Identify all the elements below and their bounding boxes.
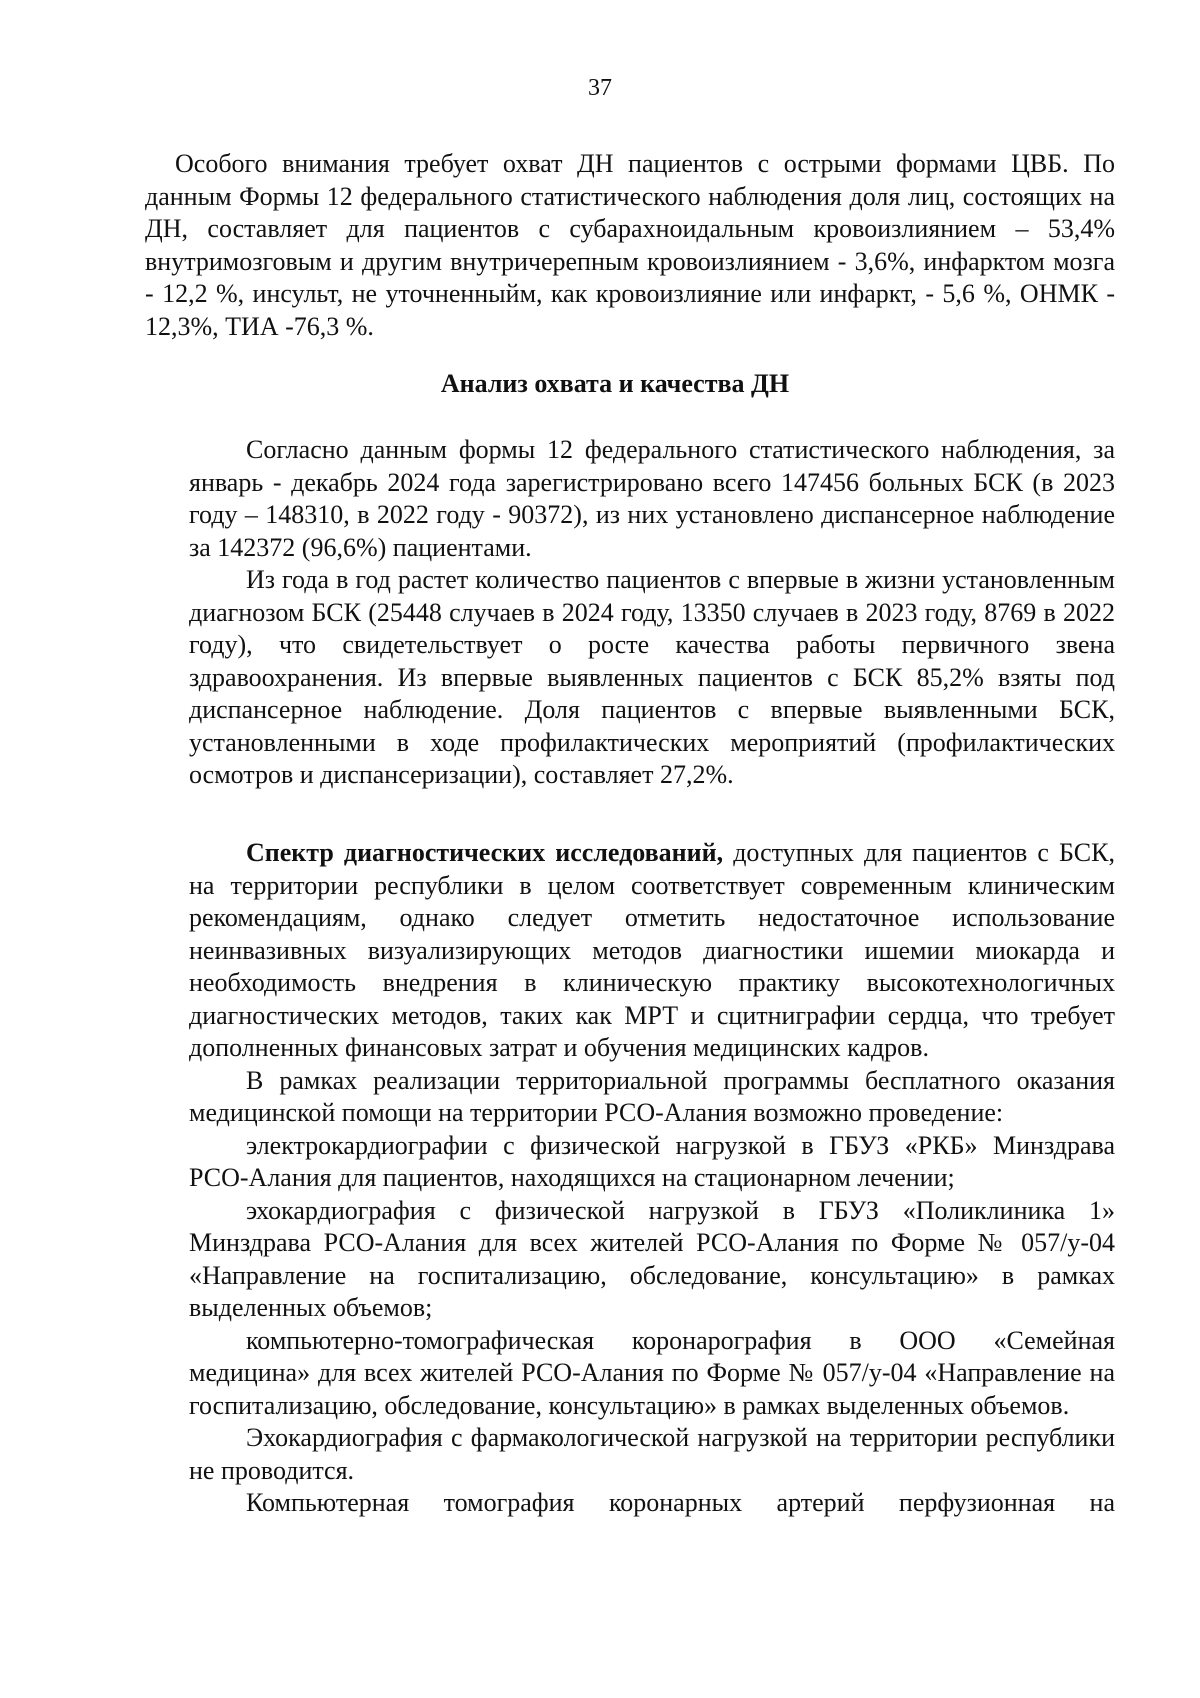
intro-paragraph	[145, 148, 1115, 343]
section-heading: Анализ охвата и качества ДН	[440, 369, 790, 398]
paragraph: Компьютерная томография коронарных артерий перфузионная на	[246, 1488, 1115, 1517]
list-item: компьютерно-томографическая коронарография в ООО «Семейная медицина» для всех жителей РСО-Алания по Форме № 057/у-04 «Направление на госпитализацию, обследование, консультацию» в рамках выделенных объемов.	[189, 1325, 1115, 1420]
paragraph: В рамках реализации территориальной программы бесплатного оказания медицинской помощи на территории РСО-Алания возможно проведение:	[189, 1065, 1115, 1127]
list-item: электрокардиографии с физической нагрузкой в ГБУЗ «РКБ» Минздрава РСО-Алания для пациентов, находящихся на стационарном лечении;	[189, 1130, 1115, 1192]
paragraph	[189, 837, 1115, 1065]
paragraph: Согласно данным формы 12 федерального статистического наблюдения, за январь - декабрь 2024 года зарегистрировано всего 147456 больных БСК (в 2023 году – 148310, в 2022 году - 90372), из них установлено диспансерное наблюдение за 142372 (96,6%) пациентами.	[189, 435, 1115, 562]
coverage-section	[189, 434, 1115, 792]
paragraph: Эхокардиография с фармакологической нагрузкой на территории республики не проводится.	[189, 1423, 1115, 1485]
diagnostics-section	[189, 837, 1115, 1520]
page-number: 37	[588, 75, 612, 101]
paragraph: Из года в год растет количество пациентов с впервые в жизни установленным диагнозом БСК (25448 случаев в 2024 году, 13350 случаев в 2023 году, 8769 в 2022 году), что свидетельствует о росте качества работы первичного звена здравоохранения. Из впервые выявленных пациентов с БСК 85,2% взяты под диспансерное наблюдение. Доля пациентов с впервые выявленными БСК, установленными в ходе профилактических мероприятий (профилактических осмотров и диспансеризации), составляет 27,2%.	[189, 565, 1115, 789]
intro-paragraph-text: Особого внимания требует охват ДН пациентов с острыми формами ЦВБ. По данным Формы 12 федерального статистического наблюдения доля лиц, состоящих на ДН, составляет для пациентов с субарахноидальным кровоизлиянием – 53,4% внутримозговым и другим внутричерепным кровоизлиянием - 3,6%, инфарктом мозга - 12,2 %, инсульт, не уточненныйм, как кровоизлияние или инфаркт, - 5,6 %, ОНМК - 12,3%, ТИА -76,3 %.	[145, 149, 1115, 341]
bold-lead-text: Спектр диагностических исследований,	[246, 838, 724, 867]
lead-rest-text: доступных для пациентов с БСК, на территории республики в целом соответствует современным клиническим рекомендациям, однако следует отметить недостаточное использование неинвазивных визуализирующих методов диагностики ишемии миокарда и необходимость внедрения в клиническую практику высокотехнологичных диагностических методов, таких как МРТ и сцитниграфии сердца, что требует дополненных финансовых затрат и обучения медицинских кадров.	[189, 838, 1115, 1062]
list-item: эхокардиография с физической нагрузкой в ГБУЗ «Поликлиника 1» Минздрава РСО-Алания для всех жителей РСО-Алания по Форме № 057/у-04 «Направление на госпитализацию, обследование, консультацию» в рамках выделенных объемов;	[189, 1195, 1115, 1322]
